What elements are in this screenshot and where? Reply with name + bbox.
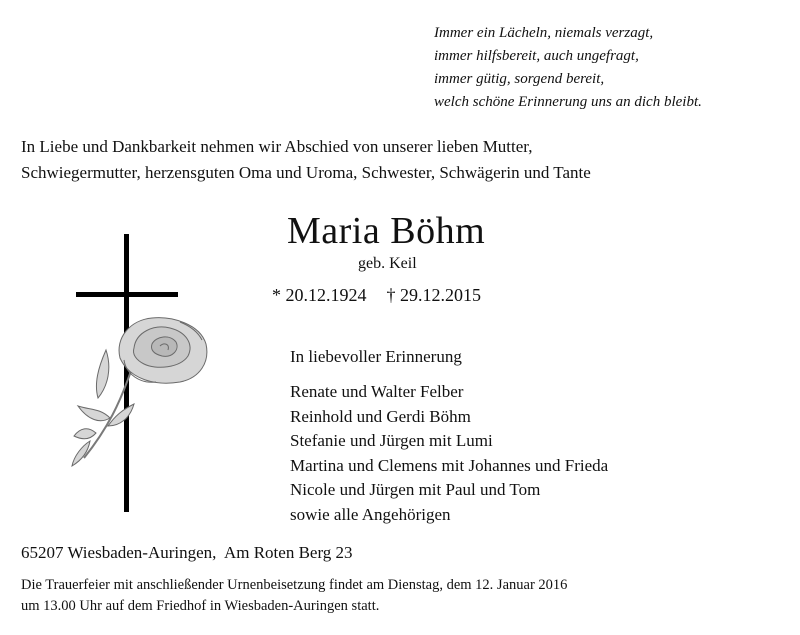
deceased-name: Maria Böhm [287,210,486,252]
list-item: Reinhold und Gerdi Böhm [290,406,471,426]
address: 65207 Wiesbaden-Auringen, Am Roten Berg 23 [21,543,353,562]
list-item: sowie alle Angehörigen [290,504,451,524]
intro-text [21,134,591,186]
rose-icon [72,318,207,466]
life-dates [272,285,481,306]
ceremony-line: um 13.00 Uhr auf dem Friedhof in Wiesbaden-Auringen statt. [21,598,380,614]
intro-line: Schwiegermutter, herzensguten Oma und Uroma, Schwester, Schwägerin und Tante [21,163,591,182]
poem-line: immer hilfsbereit, auch ungefragt, [434,48,639,64]
list-item: Nicole und Jürgen mit Paul und Tom [290,480,541,499]
list-item: Stefanie und Jürgen mit Lumi [290,431,493,450]
memory-heading: In liebevoller Erinnerung [290,347,462,366]
list-item: Renate und Walter Felber [290,382,464,401]
poem-line: immer gütig, sorgend bereit, [434,71,605,87]
cross-and-rose [60,228,240,518]
poem [434,22,702,114]
ceremony-line: Die Trauerfeier mit anschließender Urnenbeisetzung findet am Dienstag, dem 12. Januar 2016 [21,577,568,593]
poem-line: Immer ein Lächeln, niemals verzagt, [434,25,654,41]
list-item: Martina und Clemens mit Johannes und Frieda [290,455,609,475]
birth-date: * 20.12.1924 [272,285,367,305]
poem-line: welch schöne Erinnerung uns an dich bleibt. [434,94,702,110]
intro-line: In Liebe und Dankbarkeit nehmen wir Abschied von unserer lieben Mutter, [21,137,533,156]
ceremony-info [21,575,567,617]
birth-name: geb. Keil [358,255,417,272]
death-date: † 29.12.2015 [386,285,481,305]
memorial-graphic [60,228,240,522]
family-list [290,380,608,527]
